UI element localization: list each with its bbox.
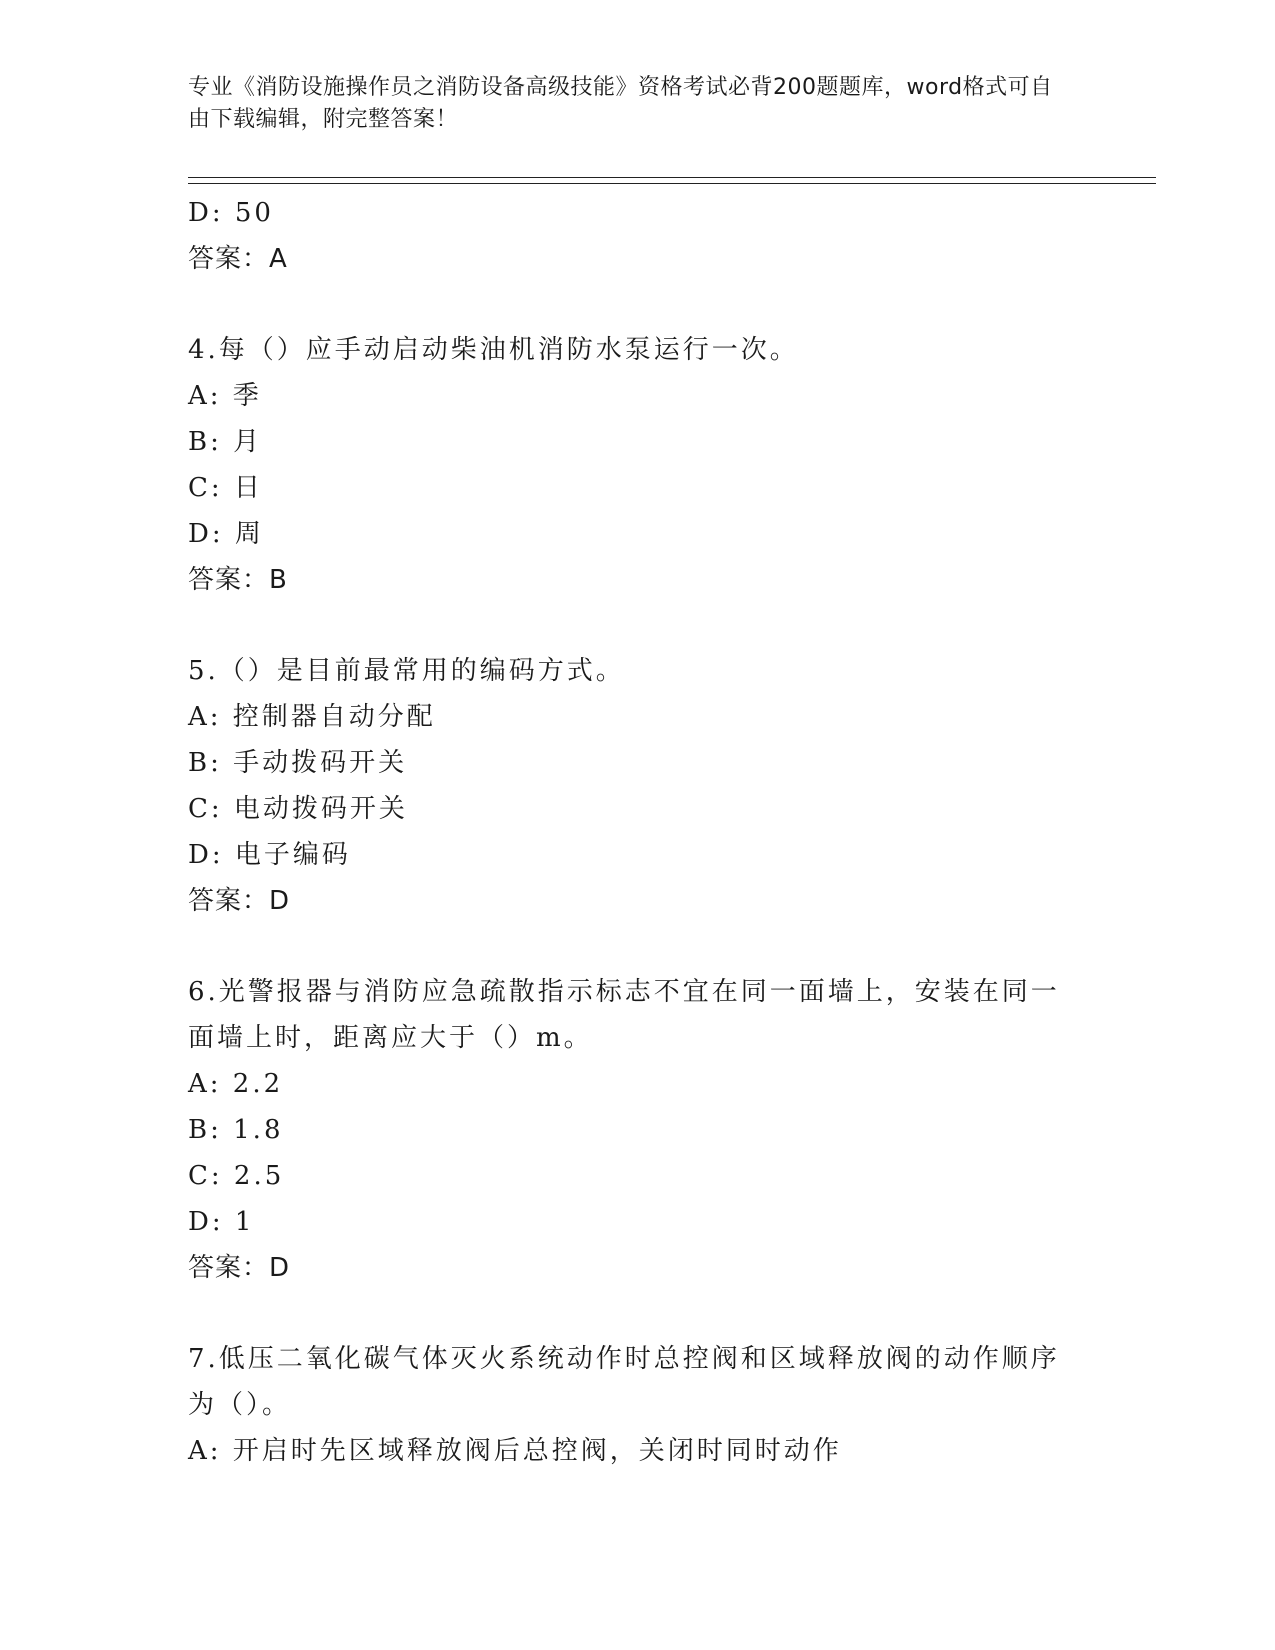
- answer-label: 答案：: [188, 886, 270, 916]
- option-a: A: 2.2: [188, 1069, 284, 1099]
- answer-line: [188, 878, 1088, 924]
- question-6: [188, 969, 1088, 1291]
- option-a: A: 季: [188, 381, 262, 411]
- answer-value: B: [269, 565, 288, 595]
- answer-value: A: [269, 244, 288, 274]
- question-list: [188, 190, 1088, 1474]
- question-4: [188, 327, 1088, 603]
- answer-line: [188, 1245, 1088, 1291]
- answer-line: [188, 236, 1088, 282]
- question-stem: 6.光警报器与消防应急疏散指示标志不宜在同一面墙上，安装在同一面墙上时，距离应大于（）m。: [188, 977, 1060, 1053]
- option-d: D: 1: [188, 1207, 255, 1237]
- option-d: D: 电子编码: [188, 840, 351, 870]
- question-stem: 7.低压二氧化碳气体灭火系统动作时总控阀和区域释放阀的动作顺序为（）。: [188, 1344, 1060, 1420]
- option-c: C: 2.5: [188, 1161, 285, 1191]
- document-header: 专业《消防设施操作员之消防设备高级技能》资格考试必背200题题库，word格式可自由下载编辑，附完整答案！: [188, 75, 1053, 132]
- answer-value: D: [269, 1253, 291, 1283]
- answer-label: 答案：: [188, 244, 270, 274]
- option-c: C: 日: [188, 473, 263, 503]
- option-b: B: 月: [188, 427, 263, 457]
- question-3-tail: [188, 190, 1088, 282]
- question-stem: 4.每（）应手动启动柴油机消防水泵运行一次。: [188, 335, 799, 365]
- answer-value: D: [269, 886, 291, 916]
- option-d: D: 50: [188, 198, 274, 228]
- question-stem: 5.（）是目前最常用的编码方式。: [188, 656, 625, 686]
- answer-label: 答案：: [188, 565, 270, 595]
- question-7: [188, 1336, 1088, 1474]
- answer-line: [188, 557, 1088, 603]
- option-a: A: 开启时先区域释放阀后总控阀，关闭时同时动作: [188, 1436, 842, 1466]
- header-rule-top: [188, 177, 1156, 178]
- option-d: D: 周: [188, 519, 264, 549]
- option-b: B: 手动拨码开关: [188, 748, 408, 778]
- answer-label: 答案：: [188, 1253, 270, 1283]
- question-5: [188, 648, 1088, 924]
- header-rule-bottom: [188, 183, 1156, 184]
- option-b: B: 1.8: [188, 1115, 284, 1145]
- option-c: C: 电动拨码开关: [188, 794, 408, 824]
- option-a: A: 控制器自动分配: [188, 702, 436, 732]
